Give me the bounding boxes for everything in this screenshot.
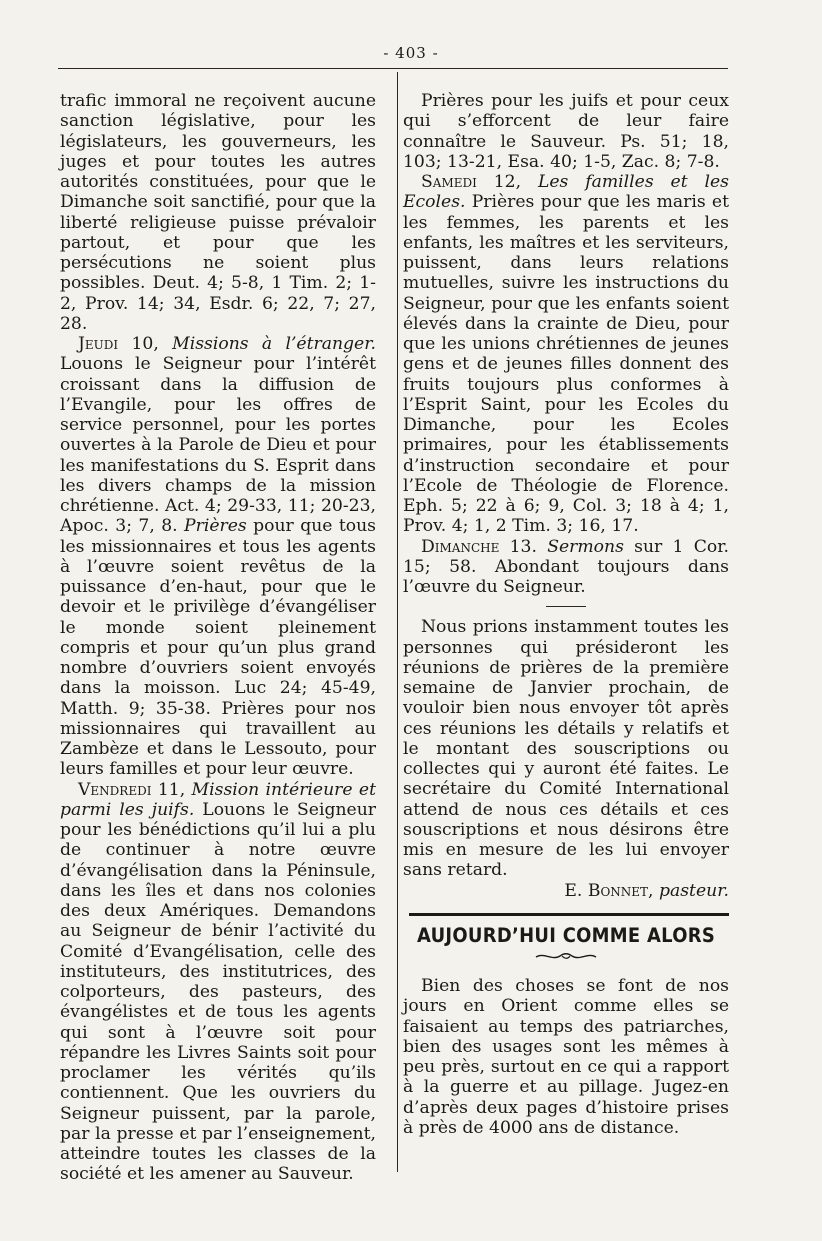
sunday-day: Dimanche 13. bbox=[421, 536, 537, 557]
saturday-theme: Les familles et les Ecoles. bbox=[403, 172, 729, 213]
signature-name: Bonnet, bbox=[587, 880, 654, 901]
saturday-day: Samedi 12, bbox=[421, 172, 522, 192]
prayer-jews-paragraph: Prières pour les juifs et pour ceux qui s’efforcent de leur faire connaître le Sauveur. Ps. 51; 18, 103; 13-21, Esa. 40; 1-5, Zac. 8; 7-8. bbox=[403, 91, 729, 172]
header-rule bbox=[58, 68, 728, 69]
column-divider bbox=[397, 72, 398, 1172]
friday-day: Vendredi 11, bbox=[78, 779, 186, 800]
thursday-text-cont: pour que tous les missionnaires et tous les agents à l’œuvre soient revêtus de la puissance d’en-haut, pour que le devoir et le privilège d’évangéliser le monde soient pleinement compris et pour qu’un plus grand nombre d’ouvriers soient envoyés dans la moisson. Luc 24; 45-49, Matth. 9; 35-38. Prières pour nos missionnaires qui travaillent au Zambèze et dans le Lessouto, pour leurs familles et pour leur œuvre. bbox=[60, 516, 376, 780]
thursday-day: Jeudi 10, bbox=[78, 334, 159, 354]
section-rule bbox=[409, 913, 729, 916]
friday-entry bbox=[60, 780, 376, 1185]
flourish-ornament-icon bbox=[403, 948, 729, 970]
saturday-text: Prières pour que les maris et les femmes, les parents et les enfants, les maîtres et les serviteurs, puissent, dans leurs relations mutuelles, suivre les instructions du Seigneur, pour que les enfants soient élevés dans la crainte de Dieu, pour que les unions chrétiennes de jeunes gens et de jeunes filles donnent des fruits toujours plus conformes à l’Esprit Saint, pour les Ecoles du Dimanche, pour les Ecoles primaires, pour les établissements d’instruction secondaire et pour l’Ecole de Théologie de Florence. Eph. 5; 22 à 6; 9, Col. 3; 18 à 4; 1, Prov. 4; 1, 2 Tim. 3; 16, 17. bbox=[403, 192, 730, 537]
article-intro: Bien des choses se font de nos jours en Orient comme elles se faisaient au temps des patriarches, bien des usages sont les mêmes à peu près, surtout en ce qui a rapport à la guerre et au pillage. Jugez-en d’après deux pages d’histoire prises à près de 4000 ans de distance. bbox=[403, 976, 729, 1138]
friday-text: Louons le Seigneur pour les bénédictions qu’il lui a plu de continuer à notre œuvre d’évangélisation dans la Péninsule, dans les îles et dans nos colonies des deux Amériques. Demandons au Seigneur de bénir l’activité du Comité d’Evangélisation, celle des instituteurs, des institutrices, des colporteurs, des pasteurs, des évangélistes et de tous les agents qui sont à l’œuvre soit pour répandre les Livres Saints soit pour proclamer les vérités qu’ils contiennent. Que les ouvriers du Seigneur puissent, par la parole, par la presse et par l’enseignement, atteindre toutes les classes de la société et les amener au Sauveur. bbox=[60, 799, 377, 1185]
thursday-prayers-label: Prières bbox=[184, 516, 247, 537]
article-headline: AUJOURD’HUI COMME ALORS bbox=[416, 923, 716, 947]
signature-initial: E. bbox=[564, 880, 583, 901]
thursday-theme: Missions à l’étranger. bbox=[172, 334, 377, 354]
thursday-text: Louons le Seigneur pour l’intérêt croissant dans la diffusion de l’Evangile, pour les offres de service personnel, pour les portes ouvertes à la Parole de Dieu et pour les manifestations du S. Esprit dans les divers champs de la mission chrétienne. Act. 4; 29-33, 11; 20-23, Apoc. 3; 7, 8. bbox=[60, 354, 376, 537]
friday-theme: Mission intérieure et parmi les juifs. bbox=[60, 779, 376, 820]
notice-paragraph: Nous prions instamment toutes les personnes qui présideront les réunions de prières de la première semaine de Janvier prochain, de vouloir bien nous envoyer tôt après ces réunions les détails y relatifs et le montant des souscriptions ou collectes qui y auront été faites. Le secrétaire du Comité International attend de nous ces détails et ces souscriptions et nous désirons être mis en mesure de les lui envoyer sans retard. bbox=[403, 617, 729, 881]
thursday-entry bbox=[60, 334, 376, 780]
sunday-entry bbox=[403, 537, 729, 598]
paragraph-continuation: trafic immoral ne reçoivent aucune sanction législative, pour les législateurs, les gouverneurs, les juges et pour toutes les autres autorités constituées, pour que le Dimanche soit sanctifié, pour que la liberté religieuse puisse prévaloir partout, et pour que les persécutions ne soient plus possibles. Deut. 4; 5-8, 1 Tim. 2; 1-2, Prov. 14; 34, Esdr. 6; 22, 7; 27, 28. bbox=[60, 91, 376, 334]
signature-title: pasteur. bbox=[658, 880, 729, 901]
saturday-entry bbox=[403, 172, 729, 537]
right-column bbox=[403, 91, 729, 1138]
sunday-theme: Sermons bbox=[547, 536, 624, 557]
signature bbox=[403, 881, 729, 901]
sunday-text: sur 1 Cor. 15; 58. Abondant toujours dans l’œuvre du Seigneur. bbox=[403, 536, 729, 597]
short-separator bbox=[546, 606, 586, 607]
page-number: - 403 - bbox=[383, 44, 439, 62]
left-column bbox=[60, 91, 376, 1185]
